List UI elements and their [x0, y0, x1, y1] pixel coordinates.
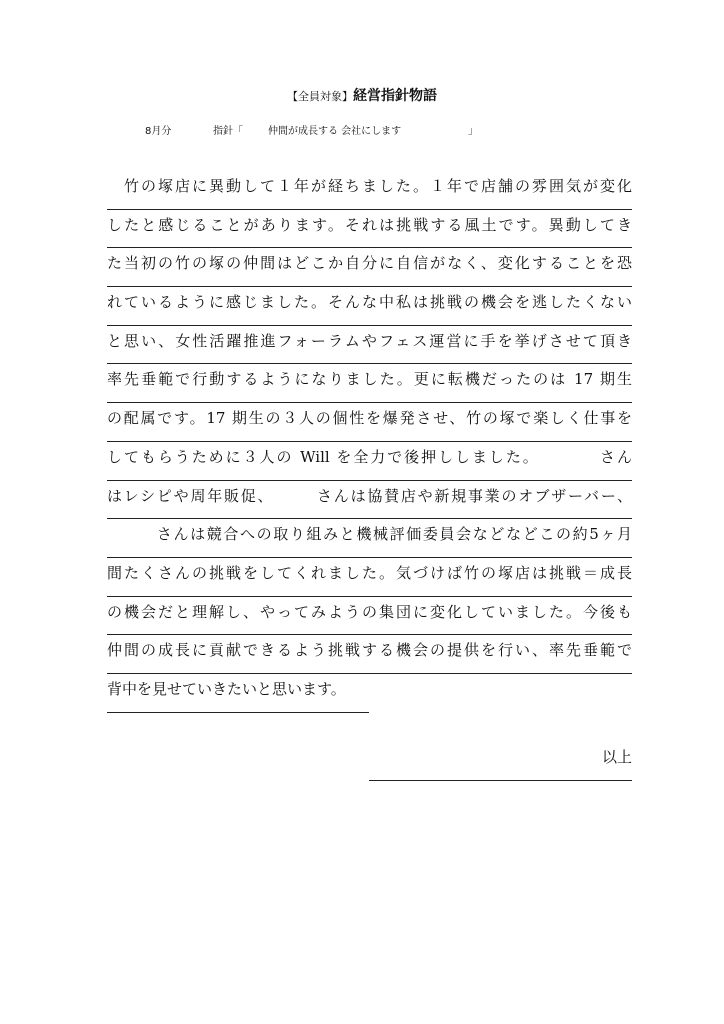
underline-filler — [369, 742, 487, 781]
body-line: の配属です。17 期生の３人の個性を爆発させ、竹の塚で楽しく仕事を — [107, 403, 632, 442]
body-line-last: 背中を見せていきたいと思います。 — [107, 674, 369, 713]
body-line: してもらうために３人の Will を全力で後押ししました。 さん — [107, 442, 632, 481]
title-text: 経営指針物語 — [353, 88, 437, 104]
audience-tag: 【全員対象】 — [287, 90, 353, 103]
policy-text: 仲間が成長する 会社にします — [268, 126, 402, 137]
body-line: 仲間の成長に貢献できるよう挑戦する機会の提供を行い、率先垂範で — [107, 635, 632, 674]
body-line: はレシピや周年販促、 さんは協賛店や新規事業のオブザーバー、 — [107, 481, 632, 520]
body-line: さんは競合への取り組みと機械評価委員会などなどこの約5ヶ月 — [107, 519, 632, 558]
body-line: と思い、女性活躍推進フォーラムやフェス運営に手を挙げさせて頂き — [107, 326, 632, 365]
body-line: の機会だと理解し、やってみようの集団に変化していました。今後も — [107, 597, 632, 636]
body-line: 率先垂範で行動するようになりました。更に転機だったのは 17 期生 — [107, 364, 632, 403]
body-line: 間たくさんの挑戦をしてくれました。気づけば竹の塚店は挑戦＝成長 — [107, 558, 632, 597]
policy-close-bracket: 」 — [468, 126, 478, 137]
closing-text: 以上 — [487, 742, 632, 781]
document-title — [0, 86, 724, 107]
policy-label: 指針「 — [213, 126, 243, 137]
essay-body — [107, 171, 632, 713]
body-line: したと感じることがあります。それは挑戦する風土です。異動してき — [107, 210, 632, 249]
body-line: た当初の竹の塚の仲間はどこか自分に自信がなく、変化することを恐 — [107, 248, 632, 287]
month-label: 8月分 — [145, 126, 172, 137]
body-line: れているように感じました。そんな中私は挑戦の機会を逃したくない — [107, 287, 632, 326]
body-line: 竹の塚店に異動して１年が経ちました。１年で店舗の雰囲気が変化 — [107, 171, 632, 210]
